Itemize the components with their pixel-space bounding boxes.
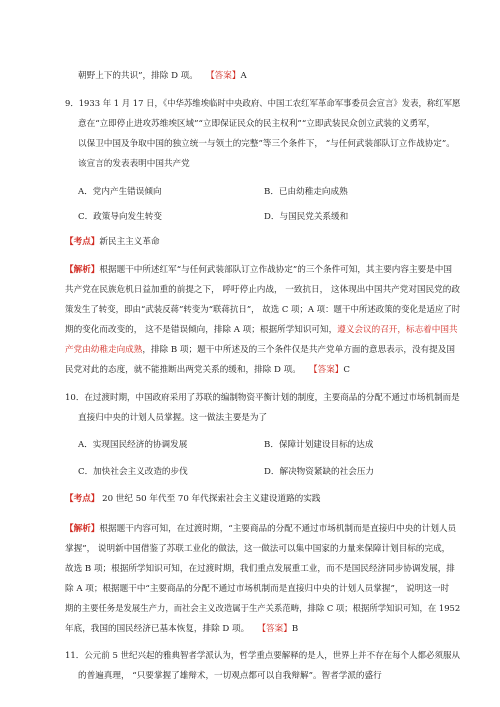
q10-option-b: B．保障计划建设目标的达成 bbox=[264, 440, 374, 450]
q10-option-d: D．解决物资紧缺的社会压力 bbox=[264, 467, 375, 477]
kaodian-label: 【考点】 bbox=[65, 237, 100, 247]
q9-option-b: B．已由幼稚走向成熟 bbox=[264, 187, 348, 197]
q10-option-c: C．加快社会主义改造的步伐 bbox=[78, 467, 188, 477]
q9-jiexi-line-3: 策发生了转变，即由“武装反蒋”转变为“联蒋抗日”， 故选 C 项；A 项：题干中所述政策的变化是适应了时 bbox=[65, 305, 461, 315]
prev-text: 朝野上下的共识”，排除 D 项。 bbox=[78, 71, 198, 81]
q9-stem-line-1: 9．1933 年 1 月 17 日，《中华苏维埃临时中央政府、中国工农红军革命军事委员会宣言》发表，称红军愿 bbox=[65, 99, 461, 109]
q9-option-c: C．政策导向发生转变 bbox=[78, 212, 162, 222]
q10-jiexi-line-3: 故选 B 项；根据所学知识可知，在过渡时期，我们重点发展重工业，而不是国民经济同步协调发展，排 bbox=[65, 564, 455, 574]
q9-stem-line-3: 以保卫中国及争取中国的独立统一与领土的完整”等三个条件下， “与任何武装部队订立作战协定”。 bbox=[78, 139, 455, 149]
q11-stem-line-1: 11．公元前 5 世纪兴起的雅典智者学派认为，哲学重点要解释的是人，世界上并不存在每个人都必须服从 bbox=[65, 651, 460, 661]
kaodian-text: 20 世纪 50 年代至 70 年代探索社会主义建设道路的实践 bbox=[102, 494, 321, 504]
q10-jiexi-line-2: 掌握”， 说明新中国借鉴了苏联工业化的做法，这一做法可以集中国家的力量来保障计划目标的完成， bbox=[65, 544, 451, 554]
q10-jiexi-line-6 bbox=[65, 623, 298, 635]
jiexi-text: 民党对此的态度，就不能推断出两党关系的缓和，排除 D 项。 bbox=[65, 365, 301, 375]
answer-label: 【答案】 bbox=[257, 624, 292, 634]
answer-value: B bbox=[291, 624, 299, 634]
jiexi-label: 【解析】 bbox=[65, 524, 100, 534]
jiexi-text: 期的变化而改变的， 这不是错误倾向，排除 A 项；根据所学知识可知， bbox=[65, 325, 338, 335]
kaodian-label: 【考点】 bbox=[65, 494, 100, 504]
q10-jiexi-line-5: 期的主要任务是发展生产力，而社会主义改造属于生产关系范畴，排除 C 项；根据所学知识可知，在 1952 bbox=[65, 604, 461, 614]
answer-value: A bbox=[240, 71, 247, 81]
jiexi-highlight: 产党由幼稚走向成熟 bbox=[65, 345, 143, 355]
q10-stem-line-2: 直接归中央的计划人员掌握。这一做法主要是为了 bbox=[78, 413, 268, 423]
q9-stem-line-4: 该宣言的发表表明中国共产党 bbox=[78, 159, 190, 169]
q11-stem-line-2: 的普遍真理， “只要掌握了雄辩术，一切观点都可以自我辩解”。智者学派的盛行 bbox=[78, 671, 382, 681]
q9-kaodian bbox=[65, 236, 160, 248]
q9-jiexi-line-4 bbox=[65, 324, 458, 336]
jiexi-text: 年底，我国的国民经济已基本恢复，排除 D 项。 bbox=[65, 624, 250, 634]
q9-stem-line-2: 意在“立即停止进攻苏维埃区域”“立即保证民众的民主权利”“立即武装民众创立武装的义勇军， bbox=[78, 119, 436, 129]
kaodian-text: 新民主主义革命 bbox=[99, 237, 160, 247]
q10-stem-line-1: 10．在过渡时期，中国政府采用了苏联的编制物资平衡计划的制度，主要商品的分配不通过市场机制而是 bbox=[65, 393, 460, 403]
jiexi-text: 根据题干中所述红军“与任何武装部队订立作战协定”的三个条件可知，其主要内容主要是中国 bbox=[99, 265, 452, 275]
q10-jiexi-line-4: 除 A 项；根据题干中“主要商品的分配不通过市场机制而是直接归中央的计划人员掌握”， 说明这一时 bbox=[65, 584, 450, 594]
q9-option-d: D．与国民党关系缓和 bbox=[264, 212, 349, 222]
jiexi-highlight: 遵义会议的召开，标志着中国共 bbox=[337, 325, 458, 335]
jiexi-text: ，排除 B 项；题干中所述及的三个条件仅是共产党单方面的意思表示，没有提及国 bbox=[142, 345, 455, 355]
q9-jiexi-line-2: 共产党在民族危机日益加重的前提之下， 呼吁停止内战， 一致抗日， 这体现出中国共产党对国民党的政 bbox=[65, 285, 460, 295]
jiexi-text: 根据题干内容可知，在过渡时期，“主要商品的分配不通过市场机制而是直接归中央的计划人员 bbox=[99, 524, 457, 534]
q9-jiexi-line-5 bbox=[65, 344, 455, 356]
answer-label: 【答案】 bbox=[206, 71, 241, 81]
answer-label: 【答案】 bbox=[309, 365, 344, 375]
q9-jiexi-line-1 bbox=[65, 264, 452, 276]
prev-answer-line bbox=[78, 70, 247, 82]
q10-jiexi-line-1 bbox=[65, 523, 456, 535]
answer-value: C bbox=[343, 365, 350, 375]
q9-option-a: A．党内产生错误倾向 bbox=[78, 187, 162, 197]
q10-kaodian bbox=[65, 493, 320, 505]
jiexi-label: 【解析】 bbox=[65, 265, 100, 275]
q9-jiexi-line-6 bbox=[65, 364, 350, 376]
q10-option-a: A．实现国民经济的协调发展 bbox=[78, 440, 188, 450]
